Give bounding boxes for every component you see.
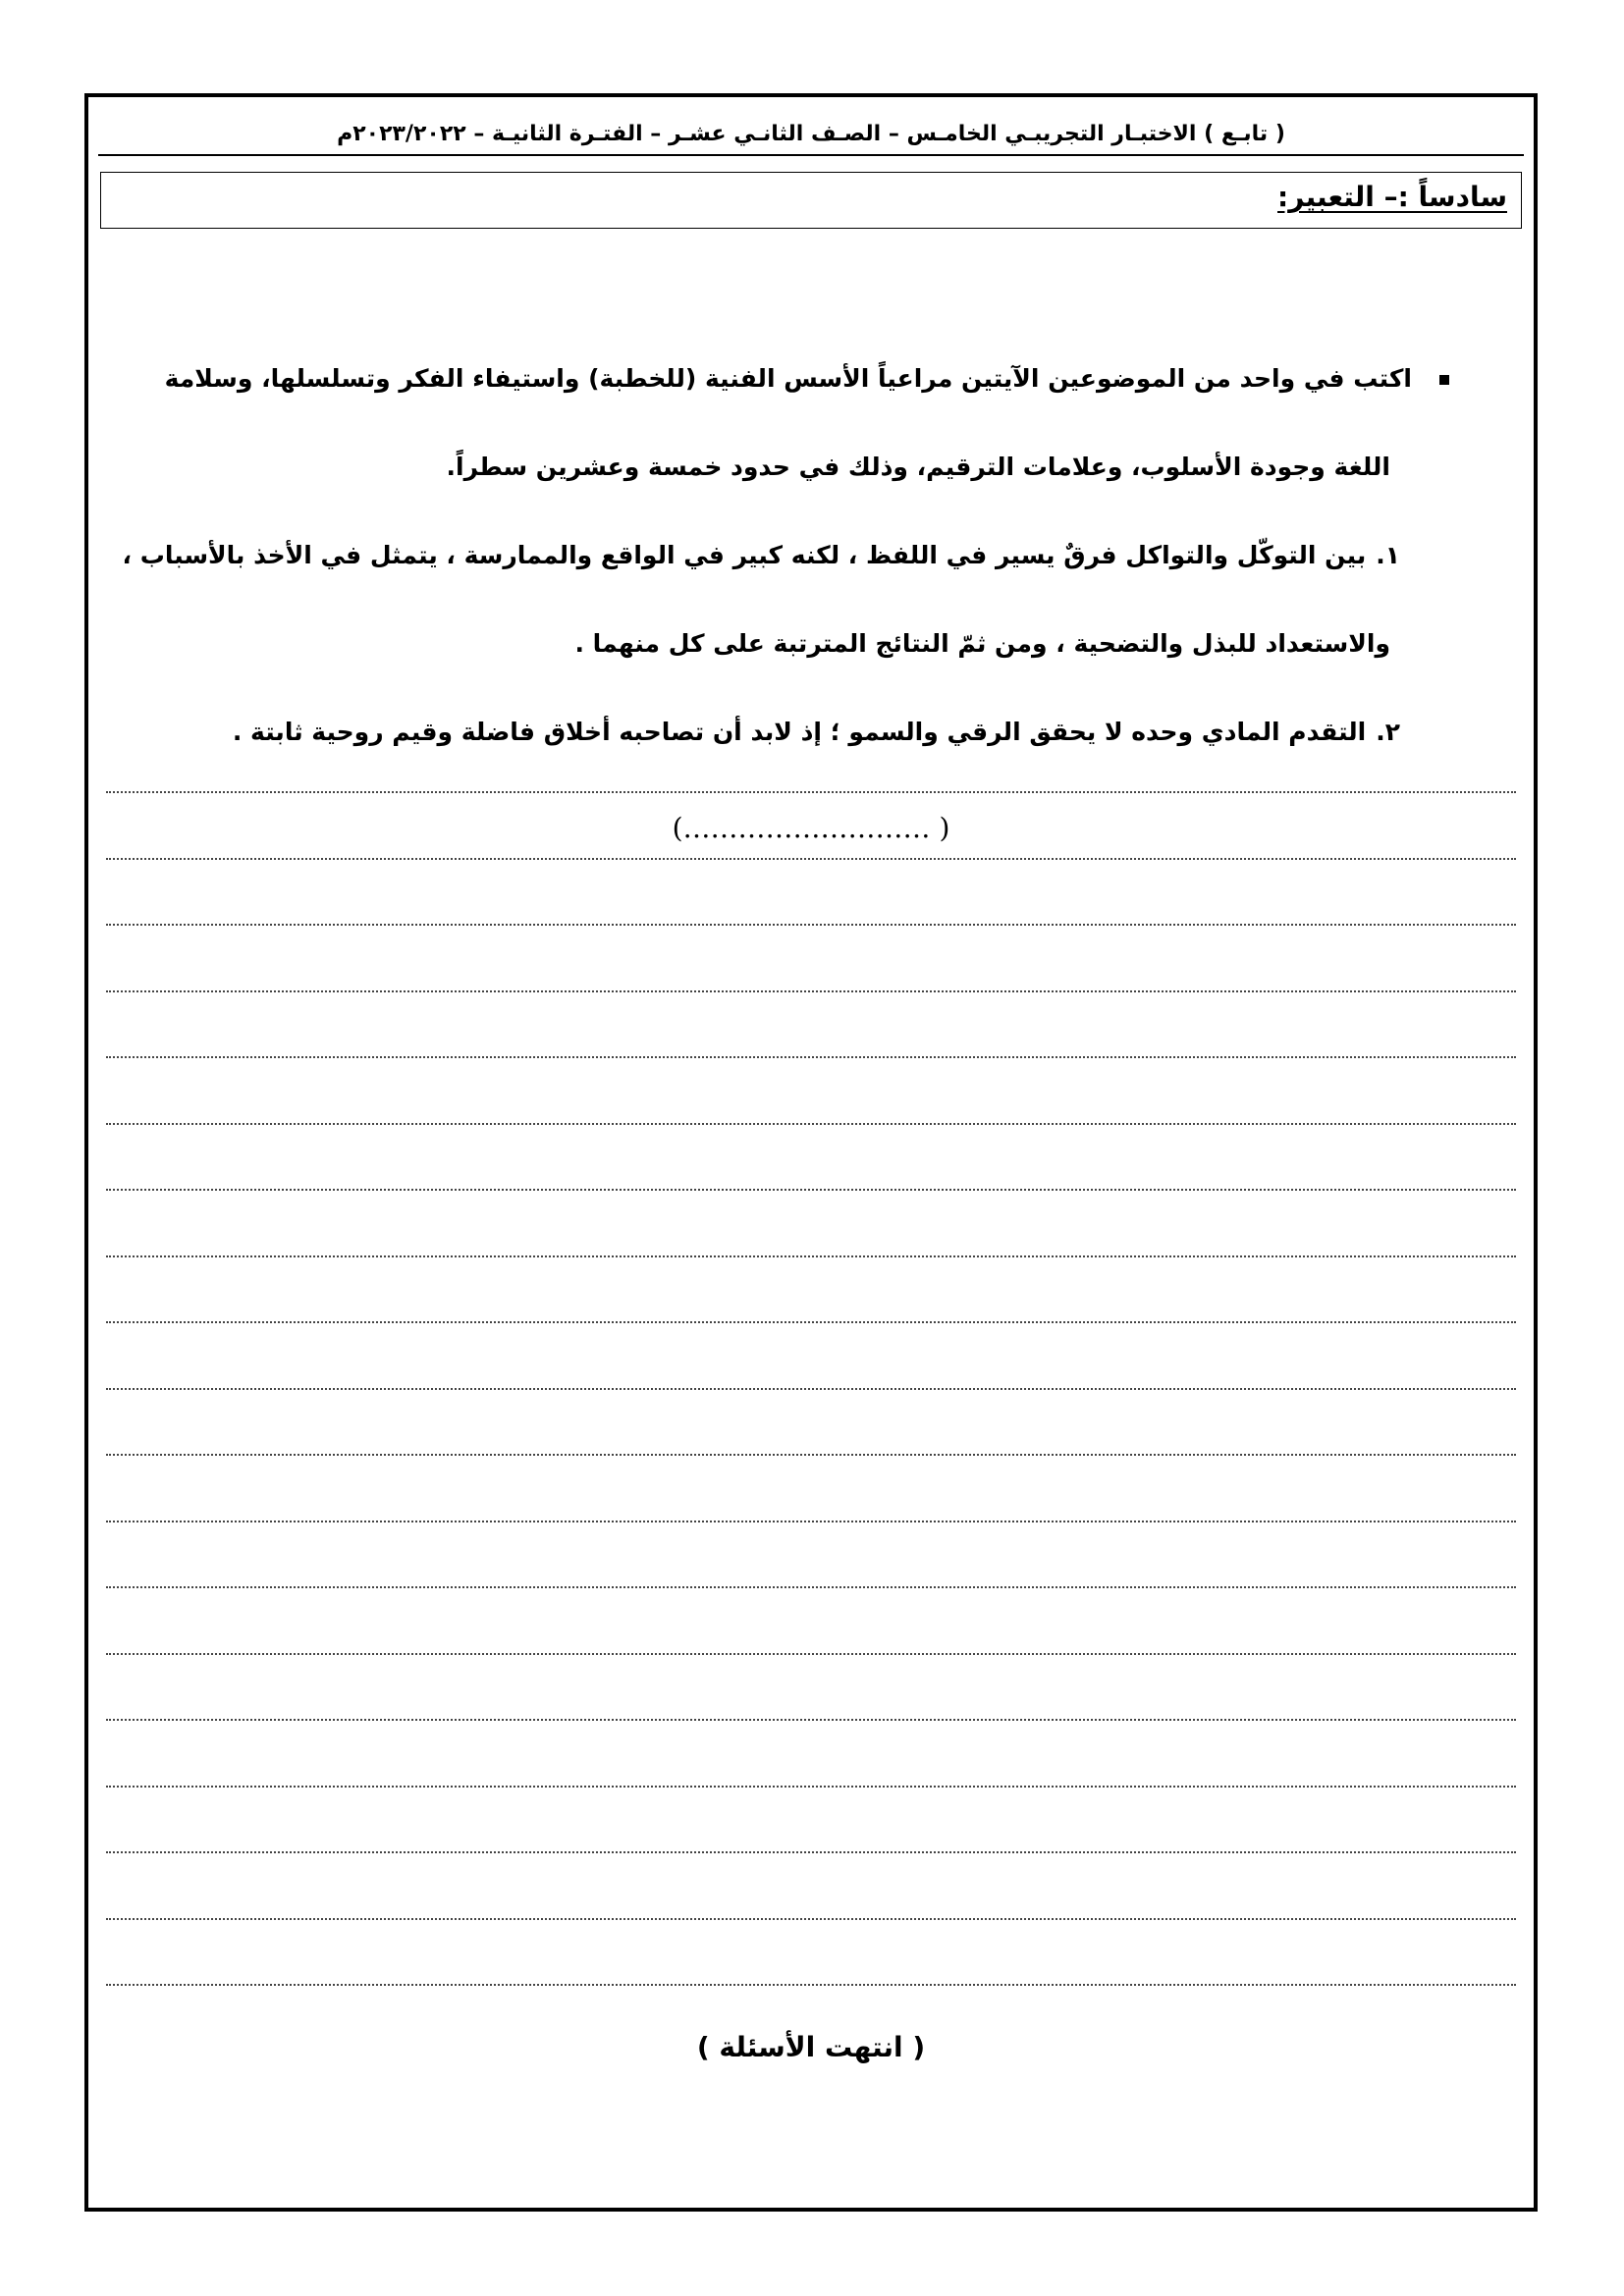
answer-line[interactable]: [106, 924, 1516, 926]
section-heading-box: [100, 172, 1522, 229]
instruction-text-2: اللغة وجودة الأسلوب، وعلامات الترقيم، وذلك في حدود خمسة وعشرين سطراً.: [446, 453, 1390, 481]
topic-2-line-1: [104, 718, 1518, 746]
bullet-icon: [1439, 375, 1449, 385]
instruction-line-1: [104, 364, 1518, 393]
topic-1-number: ١.: [1376, 541, 1400, 569]
answer-line[interactable]: [106, 1321, 1516, 1323]
essay-title-placeholder[interactable]: (……………………… ): [672, 812, 950, 844]
answer-line[interactable]: [106, 1123, 1516, 1125]
topic-1-text-2: والاستعداد للبذل والتضحية ، ومن ثمّ النتائج المترتبة على كل منهما .: [574, 629, 1390, 658]
answer-line[interactable]: [106, 1388, 1516, 1390]
answer-line[interactable]: [106, 1851, 1516, 1853]
answer-line[interactable]: [106, 1719, 1516, 1721]
topic-2-text-1: التقدم المادي وحده لا يحقق الرقي والسمو ؛ إذ لابد أن تصاحبه أخلاق فاضلة وقيم روحية ثابتة .: [232, 718, 1367, 746]
exam-header: ( تابـع ) الاختبـار التجريبـي الخامـس – الصـف الثانـي عشـر – الفتـرة الثانيـة – ٢٠٢٣/٢٠٢٢م: [337, 122, 1285, 146]
page-frame: [84, 93, 1538, 2212]
answer-line[interactable]: [106, 1918, 1516, 1920]
section-title: سادساً :– التعبير:: [1277, 181, 1507, 213]
answer-line[interactable]: [106, 1189, 1516, 1191]
instruction-line-2: [104, 453, 1518, 481]
answer-line[interactable]: [106, 1454, 1516, 1456]
answer-line[interactable]: [106, 858, 1516, 860]
instruction-text-1: اكتب في واحد من الموضوعين الآيتين مراعياً الأسس الفنية (للخطبة) واستيفاء الفكر وتسلسلها، وسلامة: [164, 364, 1412, 393]
topic-1-text-1: بين التوكّل والتواكل فرقٌ يسير في اللفظ ، لكنه كبير في الواقع والممارسة ، يتمثل في الأخذ بالأسباب ،: [122, 541, 1367, 569]
answer-line[interactable]: [106, 1586, 1516, 1588]
answer-line[interactable]: [106, 1521, 1516, 1522]
answer-line[interactable]: [106, 1056, 1516, 1058]
answer-line[interactable]: [106, 791, 1516, 793]
end-note: ( انتهت الأسئلة ): [696, 2031, 926, 2063]
answer-line[interactable]: [106, 1653, 1516, 1655]
topic-2-number: ٢.: [1376, 718, 1400, 746]
answer-line[interactable]: [106, 1255, 1516, 1257]
header-divider: [98, 154, 1524, 156]
answer-line[interactable]: [106, 990, 1516, 992]
topic-1-line-2: [104, 629, 1518, 658]
answer-line[interactable]: [106, 1984, 1516, 1986]
topic-1-line-1: [104, 541, 1518, 569]
answer-line[interactable]: [106, 1786, 1516, 1788]
